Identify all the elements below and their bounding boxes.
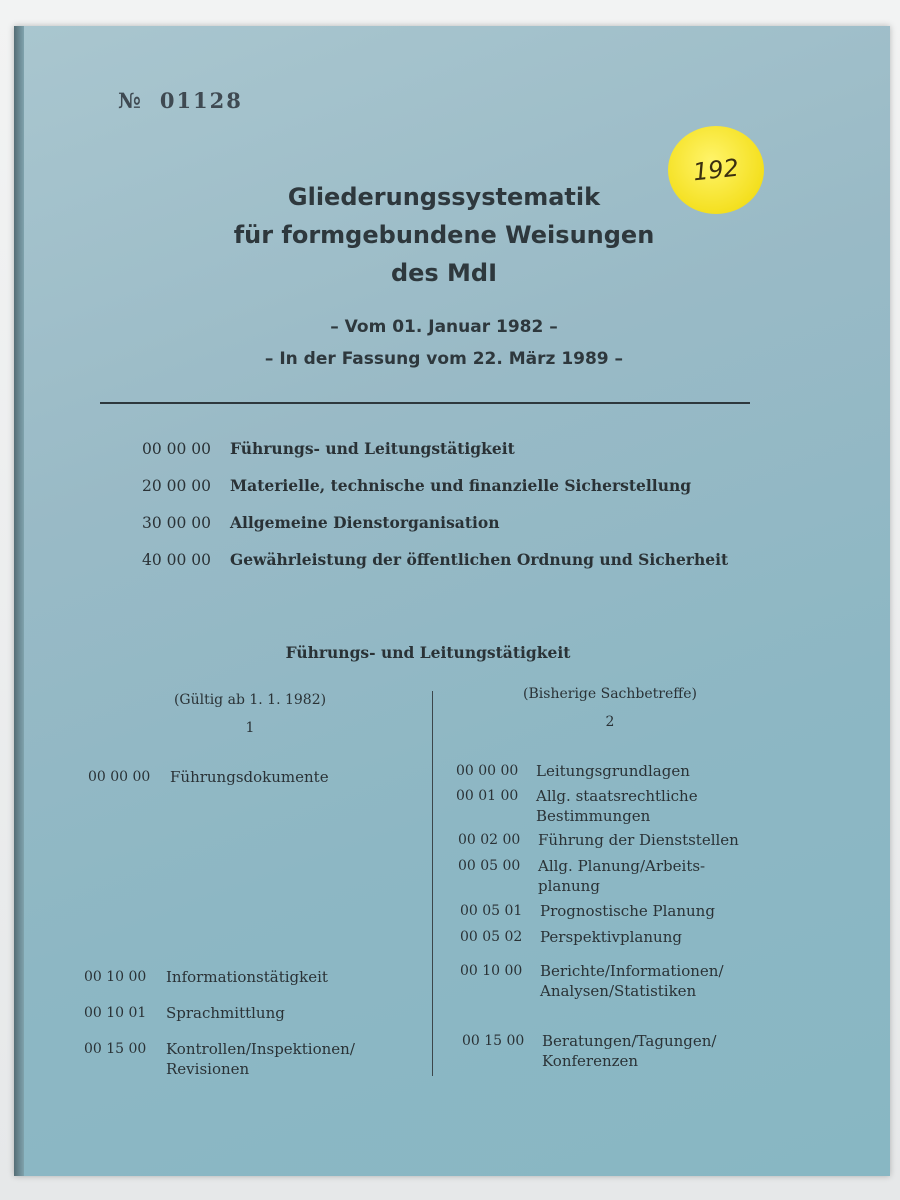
date-line-2: – In der Fassung vom 22. März 1989 –: [264, 349, 624, 369]
left-entry: [84, 1003, 285, 1023]
left-header-number: 1: [245, 720, 255, 736]
right-entry: [458, 830, 739, 850]
left-header-text: (Gültig ab 1. 1. 1982): [173, 692, 327, 708]
date-line-1: – Vom 01. Januar 1982 –: [330, 317, 558, 337]
right-entry: [460, 927, 682, 947]
entry-code: 00 10 01: [84, 1005, 147, 1021]
title-line-1: Gliederungssystematik: [287, 183, 601, 211]
entry-label: Informationstätigkeit: [166, 968, 328, 986]
entry-label: Prognostische Planung: [540, 902, 715, 920]
toc-code: 00 00 00: [142, 439, 212, 458]
toc-item: [142, 504, 782, 541]
entry-code: 00 00 00: [88, 769, 151, 785]
title-line-3: des MdI: [390, 259, 498, 287]
entry-label: Kontrollen/Inspektionen/ Revisionen: [166, 1040, 355, 1078]
entry-code: 00 05 01: [460, 903, 523, 919]
left-column-header: [150, 692, 350, 736]
left-entry: [84, 967, 328, 987]
entry-code: 00 05 00: [458, 858, 521, 874]
entry-label: Berichte/Informationen/ Analysen/Statistiken: [540, 962, 724, 1000]
entry-code: 00 15 00: [462, 1033, 525, 1049]
toc-label: Materielle, technische und finanzielle Sicherstellung: [230, 476, 692, 495]
right-entry: [456, 761, 690, 781]
toc-label: Führungs- und Leitungstätigkeit: [230, 439, 515, 458]
title-line-2: für formgebundene Weisungen: [233, 221, 655, 249]
right-entry: [456, 786, 698, 826]
entry-label: Allg. staatsrechtliche Bestimmungen: [536, 787, 698, 825]
left-entry: [88, 767, 329, 787]
right-entry: [462, 1031, 716, 1071]
left-entry: [84, 1039, 355, 1079]
entry-label: Leitungsgrundlagen: [536, 762, 690, 780]
document-cover: [14, 26, 890, 1176]
document-title: [174, 178, 714, 292]
toc-item: [142, 467, 782, 504]
entry-code: 00 15 00: [84, 1041, 147, 1057]
entry-code: 00 05 02: [460, 929, 523, 945]
entry-code: 00 10 00: [460, 963, 523, 979]
entry-label: Sprachmittlung: [166, 1004, 285, 1022]
toc-label: Allgemeine Dienstorganisation: [230, 513, 500, 532]
entry-label: Allg. Planung/Arbeits- planung: [538, 857, 706, 895]
toc-code: 40 00 00: [142, 550, 212, 569]
document-dates: [184, 311, 704, 375]
toc-item: [142, 541, 782, 578]
right-entry: [460, 901, 715, 921]
toc-item: [142, 430, 782, 467]
entry-label: Perspektivplanung: [540, 928, 682, 946]
toc-code: 30 00 00: [142, 513, 212, 532]
section-title: Führungs- und Leitungstätigkeit: [285, 643, 571, 662]
booklet-spine: [14, 26, 24, 1176]
right-header-text: (Bisherige Sachbetreffe): [523, 686, 697, 702]
column-divider: [432, 691, 433, 1076]
entry-code: 00 02 00: [458, 832, 521, 848]
entry-label: Führungsdokumente: [170, 768, 329, 786]
right-entry: [460, 961, 724, 1001]
entry-code: 00 10 00: [84, 969, 147, 985]
entry-code: 00 01 00: [456, 788, 519, 804]
entry-label: Führung der Dienststellen: [538, 831, 739, 849]
serial-value: 01128: [159, 88, 243, 113]
table-of-contents: [142, 430, 782, 578]
horizontal-rule: [100, 402, 750, 404]
right-column-header: [500, 686, 720, 730]
toc-code: 20 00 00: [142, 476, 212, 495]
sticker-number: 192: [691, 153, 741, 187]
right-header-number: 2: [605, 714, 615, 730]
toc-label: Gewährleistung der öffentlichen Ordnung und Sicherheit: [230, 550, 729, 569]
serial-number: [118, 88, 243, 113]
entry-code: 00 00 00: [456, 763, 519, 779]
serial-prefix: №: [118, 88, 142, 113]
right-entry: [458, 856, 705, 896]
entry-label: Beratungen/Tagungen/ Konferenzen: [542, 1032, 717, 1070]
